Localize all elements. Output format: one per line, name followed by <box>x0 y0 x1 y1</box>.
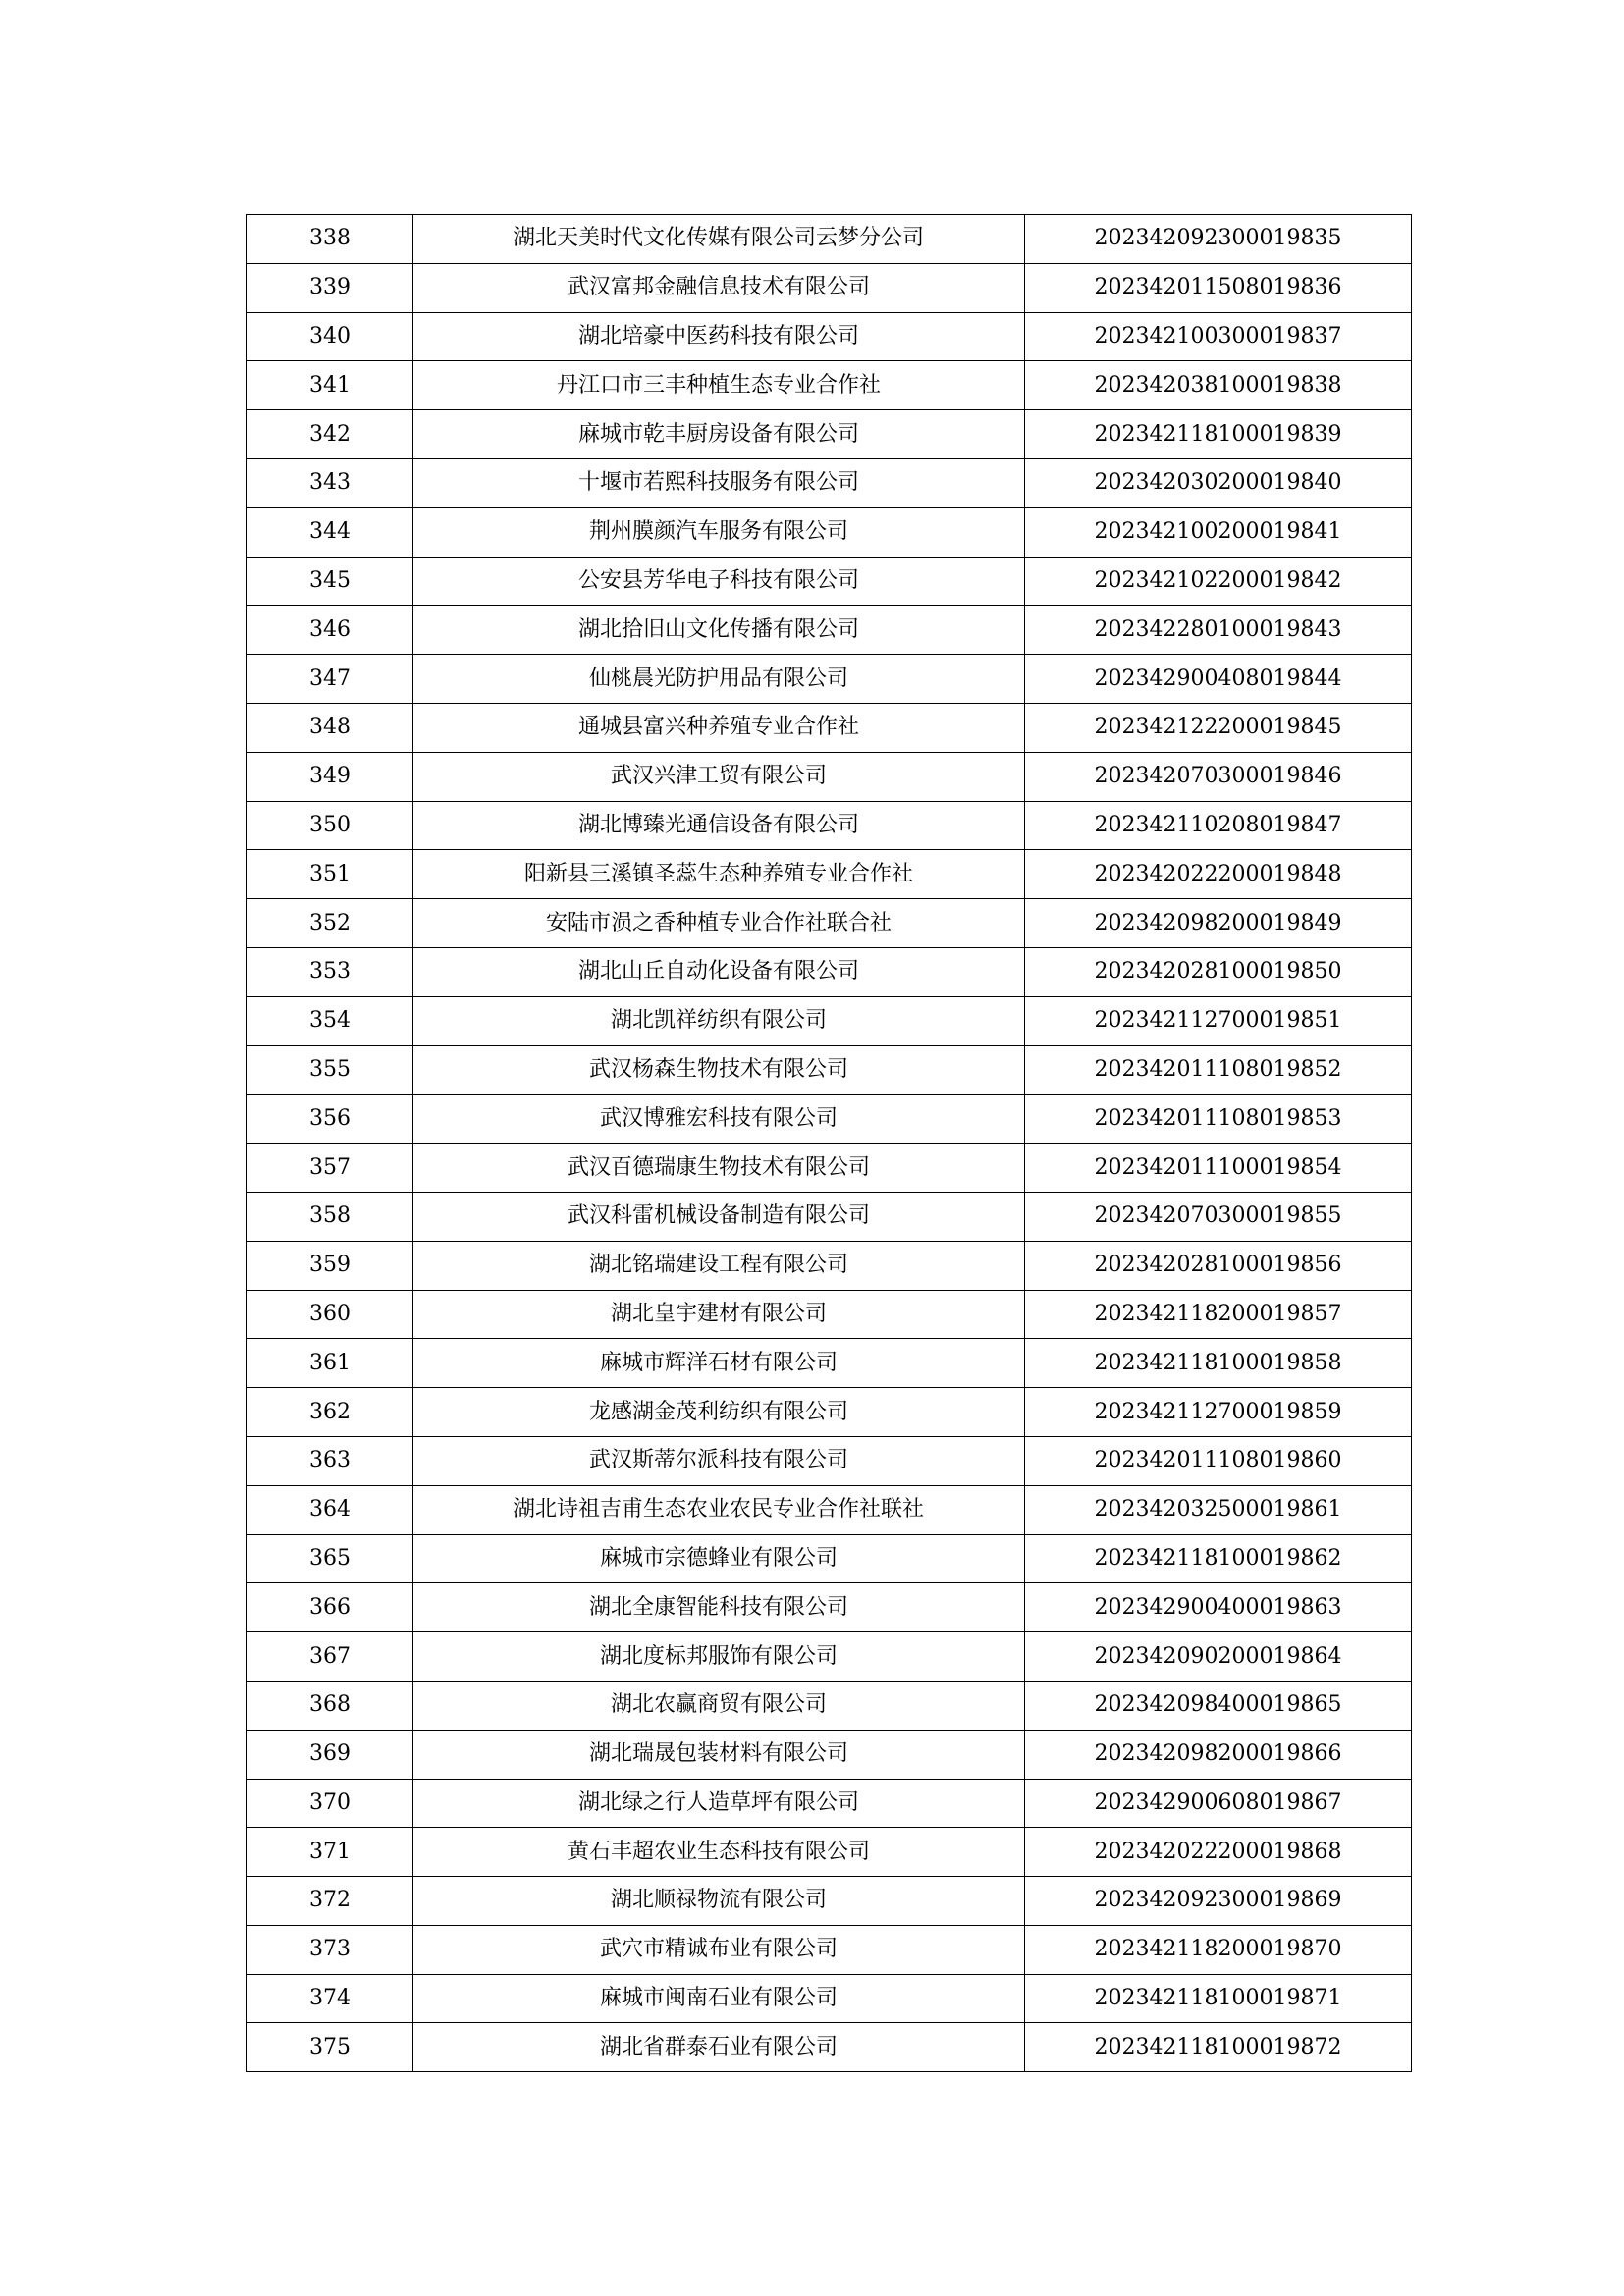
row-number-cell: 374 <box>247 1974 413 2023</box>
table-row <box>247 1925 1412 1974</box>
company-name-cell: 湖北皇宇建材有限公司 <box>413 1290 1025 1339</box>
table-row <box>247 655 1412 704</box>
registration-code-cell: 202342280100019843 <box>1025 606 1412 655</box>
table-row <box>247 2023 1412 2072</box>
row-number-cell: 372 <box>247 1877 413 1926</box>
company-name-cell: 武汉杨森生物技术有限公司 <box>413 1045 1025 1095</box>
row-number-cell: 356 <box>247 1095 413 1144</box>
table-row <box>247 752 1412 801</box>
company-name-cell: 通城县富兴种养殖专业合作社 <box>413 703 1025 752</box>
registration-code-cell: 202342011108019853 <box>1025 1095 1412 1144</box>
registration-code-cell: 202342100300019837 <box>1025 312 1412 361</box>
row-number-cell: 350 <box>247 801 413 850</box>
registration-code-cell: 202342102200019842 <box>1025 557 1412 606</box>
row-number-cell: 353 <box>247 947 413 996</box>
registration-code-cell: 202342118200019857 <box>1025 1290 1412 1339</box>
company-name-cell: 湖北诗祖吉甫生态农业农民专业合作社联社 <box>413 1485 1025 1534</box>
registry-table <box>246 214 1412 2072</box>
registration-code-cell: 202342011108019860 <box>1025 1436 1412 1485</box>
company-name-cell: 湖北博臻光通信设备有限公司 <box>413 801 1025 850</box>
table-row <box>247 1632 1412 1682</box>
company-name-cell: 武汉科雷机械设备制造有限公司 <box>413 1192 1025 1241</box>
registration-code-cell: 202342112700019859 <box>1025 1388 1412 1437</box>
row-number-cell: 349 <box>247 752 413 801</box>
company-name-cell: 麻城市辉洋石材有限公司 <box>413 1339 1025 1388</box>
registration-code-cell: 202342098400019865 <box>1025 1681 1412 1730</box>
company-name-cell: 湖北省群泰石业有限公司 <box>413 2023 1025 2072</box>
row-number-cell: 364 <box>247 1485 413 1534</box>
table-row <box>247 1436 1412 1485</box>
row-number-cell: 373 <box>247 1925 413 1974</box>
table-row <box>247 1877 1412 1926</box>
company-name-cell: 湖北全康智能科技有限公司 <box>413 1583 1025 1632</box>
registration-code-cell: 202342122200019845 <box>1025 703 1412 752</box>
company-name-cell: 湖北铭瑞建设工程有限公司 <box>413 1241 1025 1290</box>
company-name-cell: 麻城市闽南石业有限公司 <box>413 1974 1025 2023</box>
row-number-cell: 367 <box>247 1632 413 1682</box>
company-name-cell: 阳新县三溪镇圣蕊生态种养殖专业合作社 <box>413 850 1025 899</box>
table-row <box>247 801 1412 850</box>
row-number-cell: 360 <box>247 1290 413 1339</box>
table-row <box>247 1241 1412 1290</box>
company-name-cell: 武穴市精诚布业有限公司 <box>413 1925 1025 1974</box>
registration-code-cell: 202342032500019861 <box>1025 1485 1412 1534</box>
table-row <box>247 1534 1412 1583</box>
table-row <box>247 361 1412 410</box>
registration-code-cell: 202342110208019847 <box>1025 801 1412 850</box>
table-row <box>247 1779 1412 1828</box>
table-row <box>247 850 1412 899</box>
row-number-cell: 366 <box>247 1583 413 1632</box>
registration-code-cell: 202342022200019868 <box>1025 1828 1412 1877</box>
table-row <box>247 458 1412 507</box>
table-row <box>247 507 1412 557</box>
registration-code-cell: 202342092300019835 <box>1025 215 1412 264</box>
row-number-cell: 338 <box>247 215 413 264</box>
company-name-cell: 湖北绿之行人造草坪有限公司 <box>413 1779 1025 1828</box>
company-name-cell: 丹江口市三丰种植生态专业合作社 <box>413 361 1025 410</box>
registration-code-cell: 202342011508019836 <box>1025 263 1412 312</box>
row-number-cell: 359 <box>247 1241 413 1290</box>
table-row <box>247 312 1412 361</box>
row-number-cell: 369 <box>247 1730 413 1779</box>
table-row <box>247 1583 1412 1632</box>
row-number-cell: 352 <box>247 899 413 948</box>
company-name-cell: 湖北拾旧山文化传播有限公司 <box>413 606 1025 655</box>
row-number-cell: 347 <box>247 655 413 704</box>
table-row <box>247 215 1412 264</box>
table-row <box>247 557 1412 606</box>
row-number-cell: 348 <box>247 703 413 752</box>
table-row <box>247 703 1412 752</box>
company-name-cell: 武汉百德瑞康生物技术有限公司 <box>413 1144 1025 1193</box>
table-row <box>247 1192 1412 1241</box>
row-number-cell: 354 <box>247 996 413 1045</box>
company-name-cell: 荆州膜颜汽车服务有限公司 <box>413 507 1025 557</box>
registration-code-cell: 202342022200019848 <box>1025 850 1412 899</box>
registration-code-cell: 202342098200019866 <box>1025 1730 1412 1779</box>
registration-code-cell: 202342118100019858 <box>1025 1339 1412 1388</box>
table-row <box>247 1095 1412 1144</box>
company-name-cell: 武汉兴津工贸有限公司 <box>413 752 1025 801</box>
company-name-cell: 武汉斯蒂尔派科技有限公司 <box>413 1436 1025 1485</box>
company-name-cell: 湖北瑞晟包装材料有限公司 <box>413 1730 1025 1779</box>
row-number-cell: 375 <box>247 2023 413 2072</box>
table-row <box>247 1290 1412 1339</box>
registration-code-cell: 202342900400019863 <box>1025 1583 1412 1632</box>
registration-code-cell: 202342028100019856 <box>1025 1241 1412 1290</box>
company-name-cell: 湖北山丘自动化设备有限公司 <box>413 947 1025 996</box>
row-number-cell: 358 <box>247 1192 413 1241</box>
row-number-cell: 341 <box>247 361 413 410</box>
registration-code-cell: 202342100200019841 <box>1025 507 1412 557</box>
table-row <box>247 1485 1412 1534</box>
row-number-cell: 340 <box>247 312 413 361</box>
registration-code-cell: 202342030200019840 <box>1025 458 1412 507</box>
row-number-cell: 368 <box>247 1681 413 1730</box>
row-number-cell: 365 <box>247 1534 413 1583</box>
company-name-cell: 黄石丰超农业生态科技有限公司 <box>413 1828 1025 1877</box>
company-name-cell: 武汉博雅宏科技有限公司 <box>413 1095 1025 1144</box>
row-number-cell: 362 <box>247 1388 413 1437</box>
company-name-cell: 麻城市乾丰厨房设备有限公司 <box>413 410 1025 459</box>
registry-table-body <box>247 215 1412 2072</box>
table-row <box>247 947 1412 996</box>
company-name-cell: 湖北度标邦服饰有限公司 <box>413 1632 1025 1682</box>
company-name-cell: 十堰市若熙科技服务有限公司 <box>413 458 1025 507</box>
registration-code-cell: 202342011108019852 <box>1025 1045 1412 1095</box>
row-number-cell: 357 <box>247 1144 413 1193</box>
company-name-cell: 龙感湖金茂利纺织有限公司 <box>413 1388 1025 1437</box>
registration-code-cell: 202342118100019862 <box>1025 1534 1412 1583</box>
row-number-cell: 339 <box>247 263 413 312</box>
table-row <box>247 606 1412 655</box>
company-name-cell: 湖北顺禄物流有限公司 <box>413 1877 1025 1926</box>
table-row <box>247 263 1412 312</box>
company-name-cell: 公安县芳华电子科技有限公司 <box>413 557 1025 606</box>
table-row <box>247 1730 1412 1779</box>
company-name-cell: 湖北天美时代文化传媒有限公司云梦分公司 <box>413 215 1025 264</box>
table-row <box>247 1974 1412 2023</box>
registration-code-cell: 202342118200019870 <box>1025 1925 1412 1974</box>
table-row <box>247 410 1412 459</box>
row-number-cell: 343 <box>247 458 413 507</box>
table-row <box>247 1144 1412 1193</box>
row-number-cell: 346 <box>247 606 413 655</box>
registration-code-cell: 202342112700019851 <box>1025 996 1412 1045</box>
registration-code-cell: 202342011100019854 <box>1025 1144 1412 1193</box>
row-number-cell: 344 <box>247 507 413 557</box>
row-number-cell: 355 <box>247 1045 413 1095</box>
registration-code-cell: 202342070300019846 <box>1025 752 1412 801</box>
table-row <box>247 996 1412 1045</box>
company-name-cell: 湖北农赢商贸有限公司 <box>413 1681 1025 1730</box>
row-number-cell: 371 <box>247 1828 413 1877</box>
row-number-cell: 370 <box>247 1779 413 1828</box>
table-row <box>247 1045 1412 1095</box>
registration-code-cell: 202342070300019855 <box>1025 1192 1412 1241</box>
table-row <box>247 1388 1412 1437</box>
registration-code-cell: 202342090200019864 <box>1025 1632 1412 1682</box>
company-name-cell: 湖北凯祥纺织有限公司 <box>413 996 1025 1045</box>
registration-code-cell: 202342900408019844 <box>1025 655 1412 704</box>
row-number-cell: 342 <box>247 410 413 459</box>
table-row <box>247 899 1412 948</box>
company-name-cell: 麻城市宗德蜂业有限公司 <box>413 1534 1025 1583</box>
registration-code-cell: 202342118100019871 <box>1025 1974 1412 2023</box>
company-name-cell: 湖北培豪中医药科技有限公司 <box>413 312 1025 361</box>
registration-code-cell: 202342028100019850 <box>1025 947 1412 996</box>
company-name-cell: 安陆市涢之香种植专业合作社联合社 <box>413 899 1025 948</box>
table-row <box>247 1339 1412 1388</box>
table-row <box>247 1828 1412 1877</box>
row-number-cell: 363 <box>247 1436 413 1485</box>
registration-code-cell: 202342118100019872 <box>1025 2023 1412 2072</box>
table-row <box>247 1681 1412 1730</box>
row-number-cell: 361 <box>247 1339 413 1388</box>
registration-code-cell: 202342092300019869 <box>1025 1877 1412 1926</box>
registration-code-cell: 202342098200019849 <box>1025 899 1412 948</box>
registration-code-cell: 202342900608019867 <box>1025 1779 1412 1828</box>
row-number-cell: 345 <box>247 557 413 606</box>
company-name-cell: 武汉富邦金融信息技术有限公司 <box>413 263 1025 312</box>
registration-code-cell: 202342118100019839 <box>1025 410 1412 459</box>
registration-code-cell: 202342038100019838 <box>1025 361 1412 410</box>
company-name-cell: 仙桃晨光防护用品有限公司 <box>413 655 1025 704</box>
row-number-cell: 351 <box>247 850 413 899</box>
